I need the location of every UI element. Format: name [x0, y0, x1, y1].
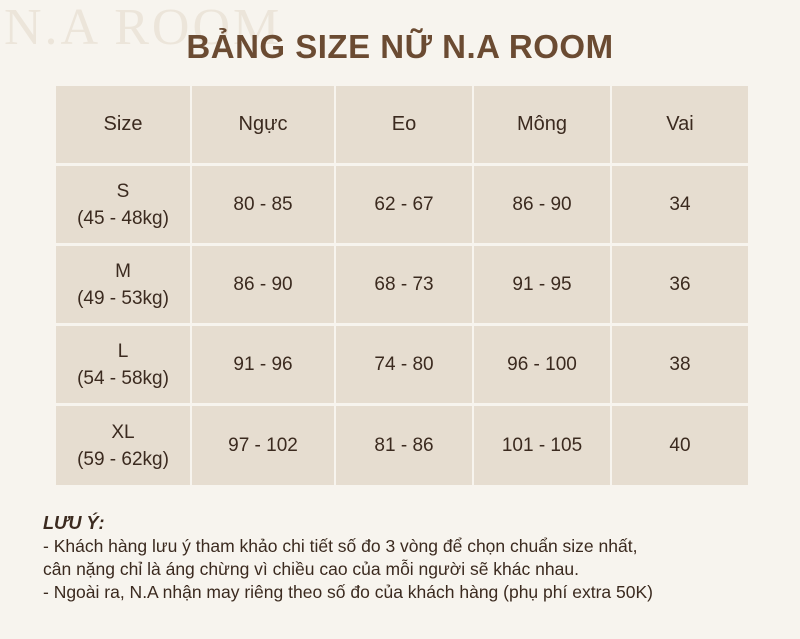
weight-range: (59 - 62kg) — [77, 448, 169, 470]
note-block — [43, 512, 653, 604]
size-cell — [56, 326, 190, 403]
waist-value: 68 - 73 — [336, 246, 472, 323]
size-label: L — [117, 340, 129, 362]
shoulder-value: 38 — [612, 326, 748, 403]
hip-value: 86 - 90 — [474, 166, 610, 243]
weight-range: (54 - 58kg) — [77, 367, 169, 389]
size-cell — [56, 166, 190, 243]
note-title: LƯU Ý: — [43, 513, 105, 533]
size-table — [56, 86, 748, 486]
waist-value: 62 - 67 — [336, 166, 472, 243]
shoulder-value: 40 — [612, 406, 748, 485]
header-size: Size — [56, 86, 190, 163]
size-cell — [56, 246, 190, 323]
weight-range: (45 - 48kg) — [77, 207, 169, 229]
note-line: cân nặng chỉ là áng chừng vì chiều cao của mỗi người sẽ khác nhau. — [43, 559, 579, 579]
page-title: BẢNG SIZE NỮ N.A ROOM — [186, 28, 614, 65]
header-shoulder: Vai — [612, 86, 748, 163]
size-cell — [56, 406, 190, 485]
hip-value: 101 - 105 — [474, 406, 610, 485]
note-line: - Khách hàng lưu ý tham khảo chi tiết số đo 3 vòng để chọn chuẩn size nhất, — [43, 536, 638, 556]
header-waist: Eo — [336, 86, 472, 163]
chest-value: 91 - 96 — [192, 326, 334, 403]
header-chest: Ngực — [192, 86, 334, 163]
note-line: - Ngoài ra, N.A nhận may riêng theo số đo của khách hàng (phụ phí extra 50K) — [43, 582, 653, 602]
header-hip: Mông — [474, 86, 610, 163]
weight-range: (49 - 53kg) — [77, 287, 169, 309]
size-label: M — [115, 260, 131, 282]
hip-value: 96 - 100 — [474, 326, 610, 403]
brand-watermark: N.A ROOM — [4, 0, 283, 56]
shoulder-value: 36 — [612, 246, 748, 323]
waist-value: 74 - 80 — [336, 326, 472, 403]
chest-value: 86 - 90 — [192, 246, 334, 323]
hip-value: 91 - 95 — [474, 246, 610, 323]
size-label: XL — [111, 421, 135, 443]
chest-value: 80 - 85 — [192, 166, 334, 243]
shoulder-value: 34 — [612, 166, 748, 243]
waist-value: 81 - 86 — [336, 406, 472, 485]
chest-value: 97 - 102 — [192, 406, 334, 485]
size-label: S — [116, 180, 130, 202]
